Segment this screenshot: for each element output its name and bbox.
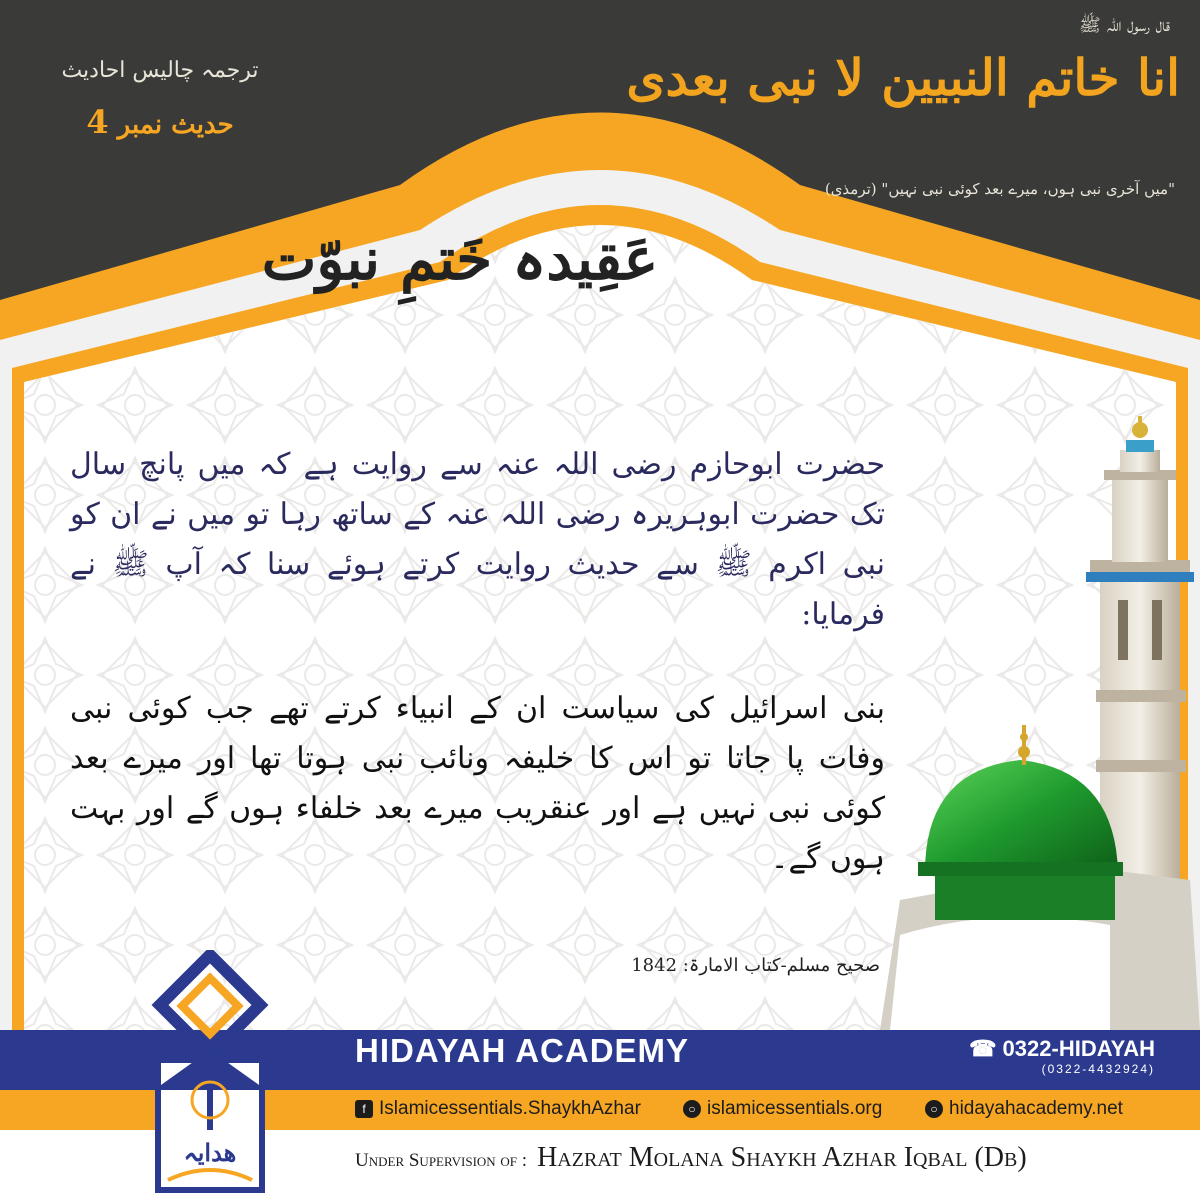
phone-block[interactable] [955,1036,1155,1076]
phone-number: 0322-HIDAYAH [1002,1036,1155,1061]
page-title: عَقِیدہ خَتمِ نبوّت [261,225,659,293]
hadith-label: حدیث نمبر [117,110,234,140]
site2-label: hidayahacademy.net [949,1098,1123,1119]
title-translation: "میں آخری نبی ہوں، میرے بعد کوئی نبی نہیں" (ترمذی) [824,180,1175,198]
supervision-line [355,1142,1185,1174]
big-title: انا خاتم النبیین لا نبی بعدی [626,48,1180,107]
site1-label: islamicessentials.org [707,1098,883,1119]
series-title: ترجمہ چالیس احادیث [61,58,259,83]
paragraph-hadith: بنی اسرائیل کی سیاست ان کے انبیاء کرتے تھے جب کوئی نبی وفات پا جاتا تو اس کا خلیفہ ونائب نبی ہوتا تھا اور میرے بعد کوئی نبی نہیں ہے اور عنقریب میرے بعد خلفاء ہوں گے اور بہت ہوں گے۔ [70,691,885,876]
facebook-label: Islamicessentials.ShaykhAzhar [379,1098,641,1119]
globe-icon: ○ [925,1100,943,1118]
phone-digits: (0322-4432924) [1041,1062,1155,1076]
hadith-number: 4 [86,103,109,141]
supervisor-name: Hazrat Molana Shaykh Azhar Iqbal (Db) [537,1142,1027,1173]
phone-icon: ☎ [969,1036,997,1061]
site2-link[interactable] [925,1098,1123,1120]
site1-link[interactable] [683,1098,882,1120]
academy-logo [150,950,270,1195]
qal-rasool: قال رسول اللہ ﷺ [1079,15,1170,36]
supervision-label: Under Supervision of : [355,1150,528,1171]
paragraph-intro: حضرت ابوحازم رضی اللہ عنہ سے روایت ہے کہ میں پانچ سال تک حضرت ابوہریرہ رضی اللہ عنہ کے ساتھ رہا تو میں نے ان کو نبی اکرم ﷺ سے حدیث روایت کرتے ہوئے سنا کہ آپ ﷺ نے فرمایا: [70,447,885,632]
logo-text: ھدایہ [183,1138,237,1167]
hadith-reference: صحیح مسلم-کتاب الامارۃ: 1842 [631,955,880,976]
academy-name: HIDAYAH ACADEMY [355,1032,690,1069]
facebook-icon: f [355,1100,373,1118]
hadith-number-line [40,103,280,141]
globe-icon: ○ [683,1100,701,1118]
facebook-link[interactable] [355,1098,641,1120]
